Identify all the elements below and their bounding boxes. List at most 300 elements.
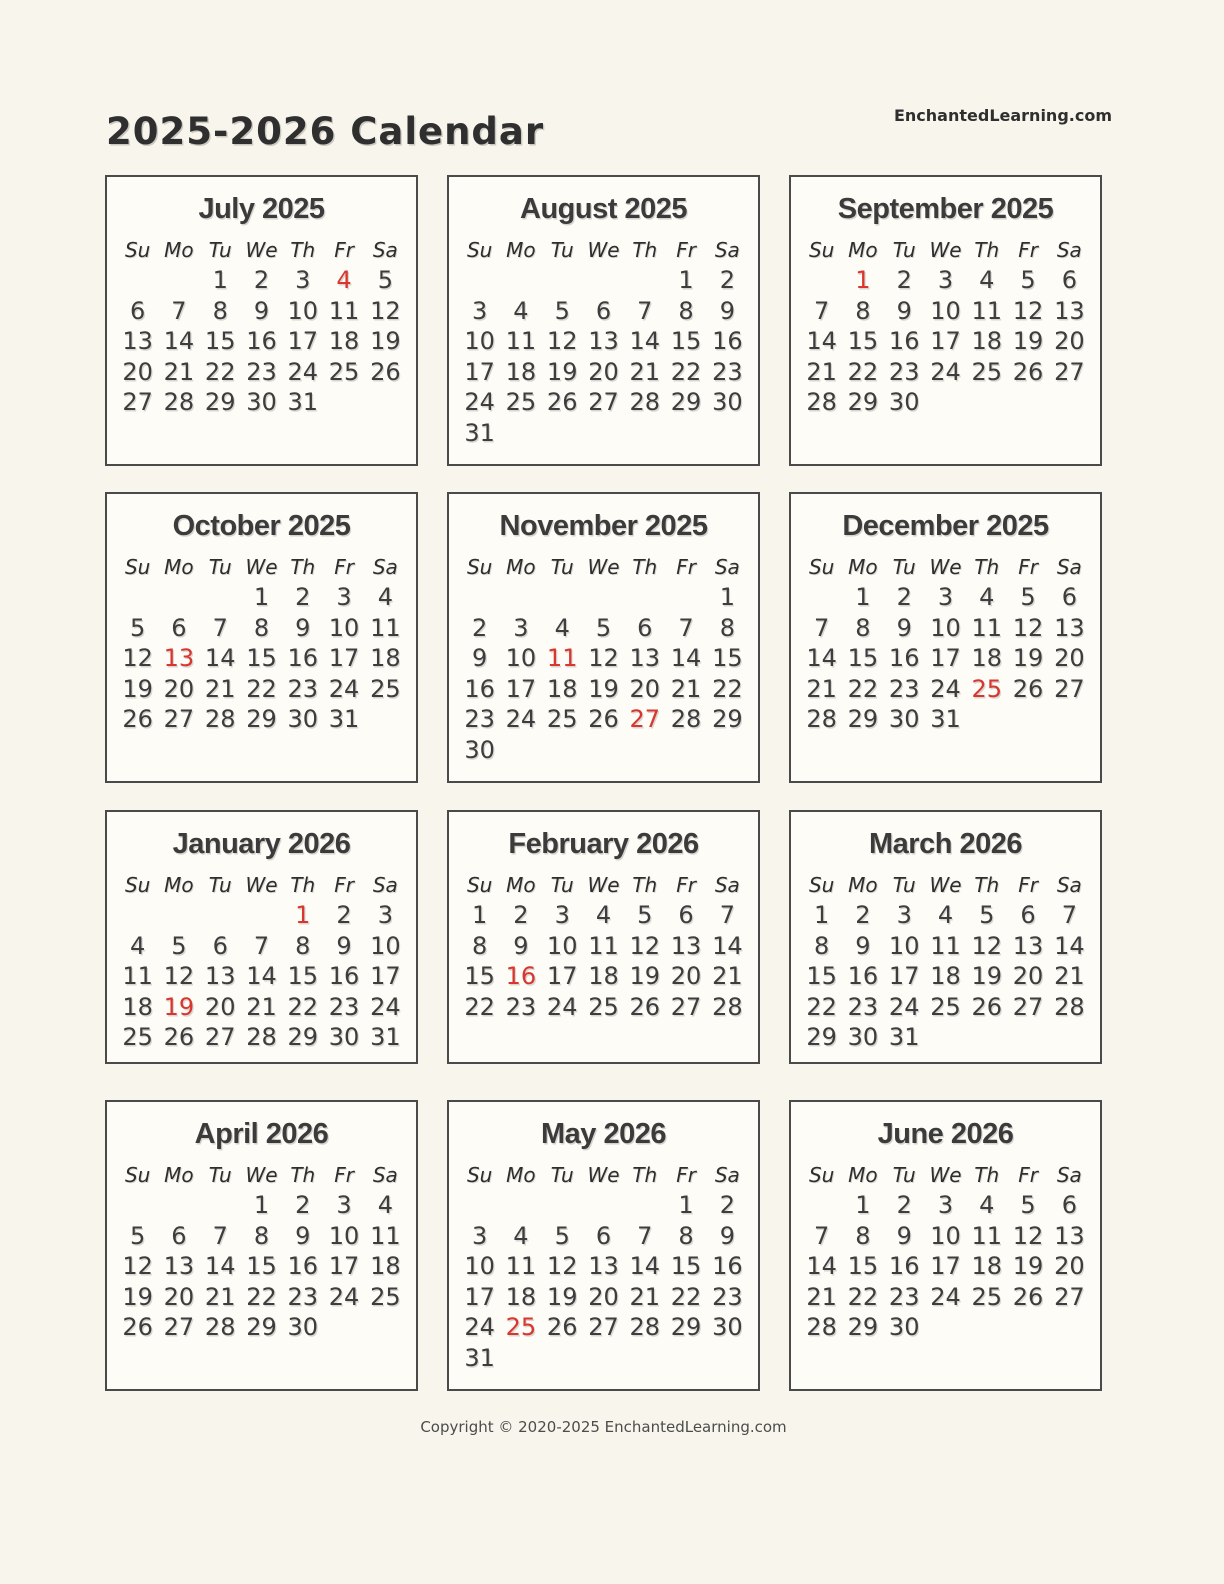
day-cell: 13 [1054, 613, 1085, 642]
empty-day-cell [583, 418, 624, 449]
weekday-header: Th [974, 555, 1000, 579]
day-cell: 4 [513, 1221, 529, 1250]
day-cell: 13 [629, 644, 661, 672]
day-cell: 21 [204, 1282, 236, 1311]
day-cell: 10 [930, 296, 961, 325]
day-cell: 20 [588, 1282, 619, 1311]
day-cell: 26 [122, 705, 153, 733]
holiday-day-cell: 4 [336, 266, 352, 294]
weekday-header: Th [632, 873, 658, 897]
day-cell: 29 [806, 1023, 837, 1051]
day-cell: 25 [971, 1282, 1003, 1311]
day-cell: 26 [546, 1313, 578, 1341]
day-cell: 12 [1012, 296, 1044, 325]
day-cell: 29 [670, 1313, 702, 1341]
day-cell: 24 [464, 1313, 495, 1341]
week-row [107, 961, 416, 992]
weekday-header: Su [466, 238, 493, 262]
day-cell: 7 [814, 1221, 830, 1250]
day-cell: 5 [554, 1221, 570, 1250]
week-row [449, 418, 758, 449]
day-cell: 17 [328, 644, 360, 672]
weekday-header-row [107, 235, 416, 265]
day-cell: 26 [629, 992, 661, 1021]
month-title: August 2025 [520, 193, 687, 225]
day-cell: 2 [336, 901, 352, 929]
day-cell: 22 [670, 1282, 702, 1311]
weekday-header: We [245, 238, 278, 262]
day-cell: 19 [588, 674, 619, 703]
week-row [449, 1251, 758, 1282]
day-cell: 22 [464, 992, 495, 1021]
week-row [791, 704, 1100, 735]
day-cell: 26 [971, 992, 1003, 1021]
day-cell: 16 [712, 327, 743, 355]
day-cell: 19 [1012, 644, 1044, 672]
month-june-2026 [789, 1100, 1102, 1391]
day-cell: 3 [896, 901, 912, 929]
week-row [791, 265, 1100, 296]
day-cell: 7 [171, 296, 187, 325]
week-row [791, 931, 1100, 962]
day-cell: 5 [554, 296, 570, 325]
empty-day-cell [459, 582, 500, 613]
day-cell: 25 [971, 357, 1003, 386]
empty-day-cell [500, 1190, 541, 1221]
weekday-header: Th [974, 1163, 1000, 1187]
day-cell: 23 [287, 1282, 319, 1311]
day-cell: 7 [719, 901, 735, 929]
day-cell: 16 [847, 962, 879, 990]
month-december-2025 [789, 492, 1102, 783]
day-cell: 2 [253, 266, 270, 294]
site-name: EnchantedLearning.com [893, 106, 1112, 125]
day-cell: 28 [806, 705, 837, 733]
day-cell: 5 [595, 613, 612, 642]
day-cell: 11 [930, 931, 961, 960]
day-cell: 18 [370, 644, 401, 672]
empty-day-cell [583, 735, 624, 766]
day-cell: 11 [971, 1221, 1003, 1250]
empty-day-cell [365, 704, 406, 735]
empty-day-cell [583, 1190, 624, 1221]
weekday-header: Fr [1018, 873, 1038, 897]
day-cell: 1 [472, 901, 488, 929]
day-cell: 3 [513, 613, 529, 642]
day-cell: 28 [629, 388, 661, 416]
day-cell: 8 [855, 296, 871, 325]
week-row [791, 582, 1100, 613]
week-row [449, 1312, 758, 1343]
weekday-header: Tu [550, 555, 574, 579]
day-cell: 18 [971, 327, 1003, 355]
empty-day-cell [966, 704, 1007, 735]
day-cell: 30 [888, 705, 920, 733]
weekday-header: Fr [334, 873, 354, 897]
empty-day-cell [583, 265, 624, 296]
empty-day-cell [1007, 1312, 1048, 1343]
day-cell: 2 [719, 1191, 735, 1219]
week-row [107, 931, 416, 962]
day-cell: 12 [1012, 613, 1044, 642]
weekday-header: Fr [1018, 555, 1038, 579]
weekday-header: We [929, 1163, 962, 1187]
week-row [791, 1221, 1100, 1252]
empty-day-cell [158, 900, 199, 931]
day-cell: 14 [246, 962, 277, 990]
day-cell: 24 [930, 357, 961, 386]
weekday-header: Su [124, 1163, 151, 1187]
day-cell: 8 [855, 613, 871, 642]
day-cell: 3 [554, 901, 570, 929]
day-cell: 20 [122, 357, 153, 386]
weekday-header: Su [124, 873, 151, 897]
week-row [449, 931, 758, 962]
week-row [791, 357, 1100, 388]
day-cell: 21 [806, 357, 837, 386]
empty-day-cell [323, 387, 364, 418]
day-cell: 1 [678, 266, 694, 294]
day-cell: 17 [328, 1252, 360, 1280]
day-cell: 13 [670, 931, 702, 960]
day-cell: 21 [629, 1282, 661, 1311]
empty-day-cell [1049, 704, 1090, 735]
day-cell: 24 [287, 357, 319, 386]
weekday-header: Mo [164, 873, 194, 897]
month-title: December 2025 [842, 510, 1049, 542]
day-cell: 5 [377, 266, 393, 294]
week-row [449, 1343, 758, 1374]
day-cell: 16 [888, 644, 920, 672]
weekday-header: Sa [1056, 555, 1082, 579]
day-cell: 12 [629, 931, 661, 960]
day-cell: 27 [588, 1313, 619, 1341]
day-cell: 12 [163, 962, 195, 990]
day-cell: 7 [253, 931, 270, 960]
empty-day-cell [665, 1343, 706, 1374]
day-cell: 3 [937, 1191, 954, 1219]
day-cell: 18 [370, 1252, 401, 1280]
day-cell: 13 [1054, 1221, 1085, 1250]
day-cell: 20 [670, 962, 702, 990]
weekday-header: Th [974, 238, 1000, 262]
day-cell: 22 [246, 1282, 277, 1311]
day-cell: 17 [464, 1282, 495, 1311]
week-row [449, 1282, 758, 1313]
month-title: April 2026 [194, 1118, 329, 1150]
day-cell: 21 [246, 992, 277, 1021]
empty-day-cell [624, 265, 665, 296]
day-cell: 22 [847, 1282, 879, 1311]
empty-day-cell [117, 900, 158, 931]
week-row [449, 613, 758, 644]
week-row [107, 1312, 416, 1343]
day-cell: 28 [163, 388, 195, 416]
day-cell: 11 [971, 296, 1003, 325]
weekday-header: Su [808, 238, 835, 262]
day-cell: 14 [712, 931, 743, 960]
day-cell: 21 [1054, 962, 1085, 990]
week-row [107, 704, 416, 735]
day-cell: 10 [464, 327, 495, 355]
day-cell: 30 [847, 1023, 879, 1051]
day-cell: 15 [246, 644, 277, 672]
day-cell: 13 [1012, 931, 1044, 960]
day-cell: 2 [295, 583, 311, 611]
holiday-day-cell: 16 [505, 962, 537, 990]
day-cell: 6 [678, 901, 694, 929]
weekday-header: Tu [892, 1163, 916, 1187]
weekday-header: Fr [1018, 238, 1038, 262]
day-cell: 14 [629, 1252, 661, 1280]
weekday-header-row [107, 870, 416, 900]
weekday-header: Th [974, 873, 1000, 897]
empty-day-cell [925, 387, 966, 418]
empty-day-cell [542, 582, 583, 613]
empty-day-cell [365, 387, 406, 418]
day-cell: 7 [678, 613, 694, 642]
week-row [791, 296, 1100, 327]
empty-day-cell [323, 1312, 364, 1343]
day-cell: 21 [712, 962, 743, 990]
weekday-header: Th [290, 1163, 316, 1187]
day-cell: 31 [464, 418, 495, 447]
empty-day-cell [707, 735, 748, 766]
weekday-header: We [929, 873, 962, 897]
week-row [107, 296, 416, 327]
day-cell: 22 [847, 357, 879, 386]
day-cell: 21 [204, 674, 236, 703]
month-title: February 2026 [508, 828, 699, 860]
weekday-header: Tu [208, 873, 232, 897]
week-row [791, 1312, 1100, 1343]
weekday-header: Th [632, 555, 658, 579]
empty-day-cell [200, 582, 241, 613]
day-cell: 24 [930, 1282, 961, 1311]
week-row [107, 1251, 416, 1282]
day-cell: 27 [588, 388, 619, 416]
month-july-2025 [105, 175, 418, 466]
week-row [107, 1190, 416, 1221]
day-cell: 17 [546, 962, 578, 990]
week-row [449, 674, 758, 705]
weekday-header: Sa [714, 873, 740, 897]
day-cell: 28 [204, 705, 236, 733]
weekday-header: Sa [1056, 873, 1082, 897]
day-cell: 13 [204, 962, 236, 990]
weekday-header: Mo [164, 238, 194, 262]
empty-day-cell [500, 1343, 541, 1374]
empty-day-cell [624, 735, 665, 766]
weekday-header: Th [632, 1163, 658, 1187]
holiday-day-cell: 19 [163, 992, 195, 1021]
weekday-header: We [587, 238, 620, 262]
weekday-header: Su [466, 555, 493, 579]
week-row [791, 387, 1100, 418]
day-cell: 31 [888, 1023, 920, 1051]
day-cell: 26 [1012, 1282, 1044, 1311]
day-cell: 18 [328, 327, 360, 355]
day-cell: 6 [1061, 266, 1077, 294]
day-cell: 31 [370, 1023, 401, 1051]
day-cell: 15 [806, 962, 837, 990]
month-october-2025 [105, 492, 418, 783]
day-cell: 29 [204, 388, 236, 416]
day-cell: 1 [719, 583, 735, 611]
day-cell: 17 [505, 674, 537, 703]
day-cell: 1 [253, 1191, 270, 1219]
day-cell: 7 [212, 1221, 228, 1250]
week-row [449, 265, 758, 296]
day-cell: 20 [1054, 327, 1085, 355]
day-cell: 15 [847, 644, 879, 672]
empty-day-cell [1007, 704, 1048, 735]
day-cell: 14 [1054, 931, 1085, 960]
day-cell: 29 [670, 388, 702, 416]
day-cell: 28 [806, 1313, 837, 1341]
day-cell: 19 [1012, 327, 1044, 355]
empty-day-cell [241, 900, 282, 931]
weekday-header: Tu [550, 1163, 574, 1187]
week-row [449, 582, 758, 613]
day-cell: 20 [1054, 1252, 1085, 1280]
day-cell: 19 [122, 1282, 153, 1311]
day-cell: 10 [930, 613, 961, 642]
month-title: March 2026 [869, 828, 1022, 860]
day-cell: 4 [595, 901, 612, 929]
day-cell: 28 [670, 705, 702, 733]
day-cell: 26 [588, 705, 619, 733]
day-cell: 14 [629, 327, 661, 355]
day-cell: 10 [546, 931, 578, 960]
weekday-header-row [107, 1160, 416, 1190]
empty-day-cell [624, 1343, 665, 1374]
weekday-header: We [245, 555, 278, 579]
day-cell: 8 [678, 1221, 694, 1250]
day-cell: 11 [971, 613, 1003, 642]
holiday-day-cell: 1 [855, 266, 871, 294]
weekday-header-row [791, 235, 1100, 265]
week-row [107, 613, 416, 644]
weekday-header: Tu [208, 238, 232, 262]
day-cell: 15 [464, 962, 495, 990]
day-cell: 19 [629, 962, 661, 990]
empty-day-cell [801, 265, 842, 296]
day-cell: 12 [1012, 1221, 1044, 1250]
week-row [791, 1190, 1100, 1221]
empty-day-cell [583, 582, 624, 613]
weekday-header: Mo [848, 555, 878, 579]
day-cell: 15 [246, 1252, 277, 1280]
weekday-header: Tu [892, 873, 916, 897]
day-cell: 16 [287, 644, 319, 672]
day-cell: 27 [163, 705, 195, 733]
weekday-header-row [791, 870, 1100, 900]
week-row [449, 643, 758, 674]
empty-day-cell [542, 1343, 583, 1374]
day-cell: 27 [204, 1023, 236, 1051]
day-cell: 28 [712, 992, 743, 1021]
day-cell: 4 [513, 296, 529, 325]
month-title: January 2026 [172, 828, 351, 860]
week-row [107, 326, 416, 357]
day-cell: 14 [806, 1252, 837, 1280]
day-cell: 29 [287, 1023, 319, 1051]
weekday-header: We [587, 873, 620, 897]
day-cell: 3 [472, 296, 488, 325]
day-cell: 12 [370, 296, 401, 325]
day-cell: 30 [287, 705, 319, 733]
weekday-header: Mo [848, 1163, 878, 1187]
day-cell: 9 [896, 1221, 912, 1250]
weekday-header: Su [124, 238, 151, 262]
day-cell: 16 [888, 327, 920, 355]
day-cell: 17 [370, 962, 401, 990]
day-cell: 22 [847, 674, 879, 703]
week-row [449, 961, 758, 992]
day-cell: 3 [336, 1191, 352, 1219]
day-cell: 29 [246, 1313, 277, 1341]
weekday-header-row [791, 1160, 1100, 1190]
weekday-header: Su [124, 555, 151, 579]
day-cell: 6 [1020, 901, 1036, 929]
day-cell: 18 [588, 962, 619, 990]
empty-day-cell [158, 582, 199, 613]
week-row [107, 643, 416, 674]
day-cell: 13 [588, 327, 619, 355]
day-cell: 7 [637, 296, 653, 325]
day-cell: 23 [888, 674, 920, 703]
week-row [107, 1022, 416, 1053]
day-cell: 23 [246, 357, 277, 386]
day-cell: 17 [464, 357, 495, 386]
day-cell: 26 [546, 388, 578, 416]
day-cell: 24 [505, 705, 537, 733]
day-cell: 9 [472, 644, 488, 672]
day-cell: 4 [979, 266, 995, 294]
day-cell: 25 [122, 1023, 153, 1051]
week-row [791, 674, 1100, 705]
empty-day-cell [1049, 387, 1090, 418]
month-title: June 2026 [877, 1118, 1014, 1150]
weekday-header: Mo [848, 873, 878, 897]
day-cell: 30 [464, 735, 495, 764]
day-cell: 16 [287, 1252, 319, 1280]
day-cell: 24 [888, 992, 920, 1021]
day-cell: 30 [712, 388, 743, 416]
weekday-header: Su [466, 873, 493, 897]
week-row [791, 1282, 1100, 1313]
day-cell: 20 [629, 674, 661, 703]
day-cell: 21 [806, 1282, 837, 1311]
day-cell: 23 [888, 357, 920, 386]
day-cell: 6 [1061, 583, 1077, 611]
empty-day-cell [542, 265, 583, 296]
week-row [449, 1190, 758, 1221]
day-cell: 10 [888, 931, 920, 960]
day-cell: 25 [328, 357, 360, 386]
day-cell: 21 [163, 357, 195, 386]
empty-day-cell [1049, 1312, 1090, 1343]
holiday-day-cell: 13 [163, 644, 195, 672]
day-cell: 22 [204, 357, 236, 386]
day-cell: 1 [855, 1191, 871, 1219]
day-cell: 19 [546, 1282, 578, 1311]
day-cell: 9 [513, 931, 529, 960]
day-cell: 17 [888, 962, 920, 990]
empty-day-cell [624, 582, 665, 613]
day-cell: 30 [888, 388, 920, 416]
